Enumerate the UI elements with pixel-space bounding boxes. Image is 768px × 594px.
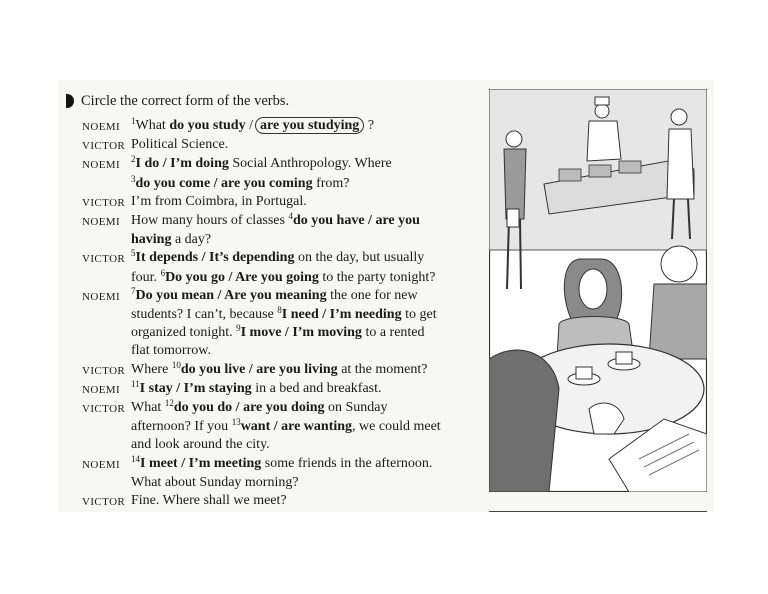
line-text (131, 193, 477, 211)
speaker-label: VICTOR (82, 403, 126, 416)
question-number: 1 (131, 116, 136, 126)
speaker-label (82, 306, 131, 307)
speaker-label (82, 474, 131, 475)
dialogue-line (82, 249, 477, 268)
instruction-text: Circle the correct form of the verbs. (81, 93, 290, 109)
verb-choice: do you study (169, 118, 246, 133)
speaker-label: VICTOR (82, 253, 126, 266)
text-segment: four. (131, 269, 161, 285)
text-segment: from? (312, 175, 350, 191)
dialogue-line (82, 361, 477, 380)
page-rule (489, 511, 707, 512)
line-text (131, 342, 477, 360)
text-segment: some friends in the afternoon. (261, 455, 433, 471)
line-text (131, 287, 477, 305)
text-segment: ? (364, 118, 375, 133)
line-text (131, 231, 477, 249)
dialogue-line (82, 399, 477, 418)
text-segment: students? I can’t, because (131, 307, 278, 323)
question-number: 5 (131, 248, 136, 259)
verb-choice: I meet / I’m meeting (140, 455, 262, 471)
text-segment: to a rented (361, 325, 425, 341)
text-segment: and look around the city. (131, 437, 270, 453)
text-segment: in a bed and breakfast. (251, 380, 382, 396)
text-segment: to get (401, 307, 437, 323)
circled-answer: are you studying (255, 117, 364, 134)
verb-choice: I need / I’m needing (281, 307, 402, 323)
text-segment: Fine. Where shall we meet? (131, 493, 287, 509)
verb-choice: It depends / It’s depending (135, 250, 295, 266)
dialogue-line (82, 269, 477, 287)
speaker-label: NOEMI (82, 383, 121, 396)
line-text (131, 380, 477, 398)
text-segment: I’m from Coimbra, in Portugal. (131, 193, 307, 209)
speaker-label (82, 418, 131, 419)
speaker-label (82, 269, 131, 270)
speaker-label (82, 342, 131, 343)
speaker-label: NOEMI (82, 159, 121, 172)
text-segment: afternoon? If you (131, 419, 232, 435)
speaker-label: VICTOR (82, 364, 126, 377)
question-number: 8 (277, 305, 282, 316)
text-segment: , we could meet (352, 419, 441, 435)
question-number: 4 (288, 211, 293, 222)
dialogue-line (82, 455, 477, 474)
text-segment: What about Sunday morning? (131, 474, 299, 490)
dialogue-line (82, 212, 477, 231)
speaker-label: VICTOR (82, 140, 126, 153)
half-circle-bullet-icon (66, 94, 74, 108)
text-segment: on Sunday (324, 400, 388, 416)
speaker-label (82, 231, 131, 232)
question-number: 6 (160, 267, 166, 278)
question-number: 10 (171, 359, 181, 370)
text-segment: flat tomorrow. (131, 343, 211, 359)
dialogue-line (82, 193, 477, 212)
line-text (131, 492, 477, 510)
text-segment: What (131, 400, 165, 416)
dialogue-line (82, 117, 477, 136)
text-segment: on the day, but usually (294, 250, 425, 266)
dialogue-line (82, 492, 477, 511)
line-text (131, 249, 477, 267)
line-text (131, 324, 477, 342)
verb-choice: do you do / are you doing (173, 400, 325, 416)
speaker-label (82, 324, 131, 325)
exercise-instruction (66, 92, 289, 110)
question-number: 13 (231, 417, 241, 428)
line-text (131, 306, 477, 324)
speaker-label (82, 436, 131, 437)
line-text (131, 399, 477, 417)
text-segment: organized tonight. (131, 325, 237, 341)
question-number: 11 (131, 378, 140, 389)
dialogue-line (82, 175, 477, 193)
line-text (131, 269, 477, 287)
text-segment: to the party tonight? (318, 269, 436, 285)
speaker-label: VICTOR (82, 496, 126, 509)
text-segment: Social Anthropology. Where (228, 156, 392, 172)
speaker-label: VICTOR (82, 196, 126, 209)
dialogue-line (82, 324, 477, 342)
verb-choice: Do you go / Are you going (165, 269, 319, 285)
dialogue-line (82, 474, 477, 492)
dialogue-line (82, 342, 477, 360)
cafe-students-illustration (489, 89, 707, 492)
speaker-label (82, 175, 131, 176)
dialogue-line (82, 155, 477, 174)
text-segment: Where (131, 361, 172, 377)
line-text (131, 212, 477, 230)
question-number: 3 (131, 173, 136, 184)
line-text (131, 436, 477, 454)
text-segment: / (245, 118, 253, 133)
dialogue-line (82, 380, 477, 399)
speaker-label: NOEMI (82, 290, 121, 303)
dialogue-exercise (82, 117, 477, 511)
speaker-label: NOEMI (82, 121, 121, 133)
dialogue-line (82, 418, 477, 436)
dialogue-line (82, 136, 477, 155)
line-text (131, 136, 477, 154)
dialogue-line (82, 436, 477, 454)
verb-choice: I move / I’m moving (240, 325, 362, 341)
question-number: 9 (236, 323, 241, 334)
dialogue-line (82, 306, 477, 324)
speaker-label: NOEMI (82, 458, 121, 471)
text-segment: at the moment? (337, 361, 428, 377)
dialogue-line (82, 287, 477, 306)
text-segment: How many hours of classes (131, 213, 289, 229)
speaker-label: NOEMI (82, 216, 121, 229)
question-number: 7 (131, 285, 136, 296)
question-number: 14 (131, 453, 140, 464)
line-text (131, 175, 477, 193)
line-text (131, 418, 477, 436)
verb-choice: want / are wanting (240, 419, 353, 435)
verb-choice: Do you mean / Are you meaning (135, 287, 327, 303)
text-segment: the one for new (326, 287, 418, 303)
verb-choice: do you live / are you living (180, 361, 338, 377)
verb-choice: I do / I’m doing (135, 156, 229, 172)
line-text (131, 361, 477, 379)
line-text (131, 455, 477, 473)
line-text (131, 155, 477, 173)
line-text (131, 474, 477, 492)
verb-choice: do you have / are you (292, 213, 420, 229)
verb-choice: having (131, 232, 172, 248)
question-number: 12 (164, 398, 174, 409)
text-segment: a day? (171, 232, 212, 248)
verb-choice: do you come / are you coming (135, 175, 313, 191)
verb-choice: I stay / I’m staying (139, 380, 252, 396)
dialogue-line (82, 231, 477, 249)
text-segment: What (135, 118, 170, 133)
question-number: 2 (131, 154, 136, 165)
text-segment: Political Science. (131, 137, 229, 153)
line-text (131, 117, 477, 135)
